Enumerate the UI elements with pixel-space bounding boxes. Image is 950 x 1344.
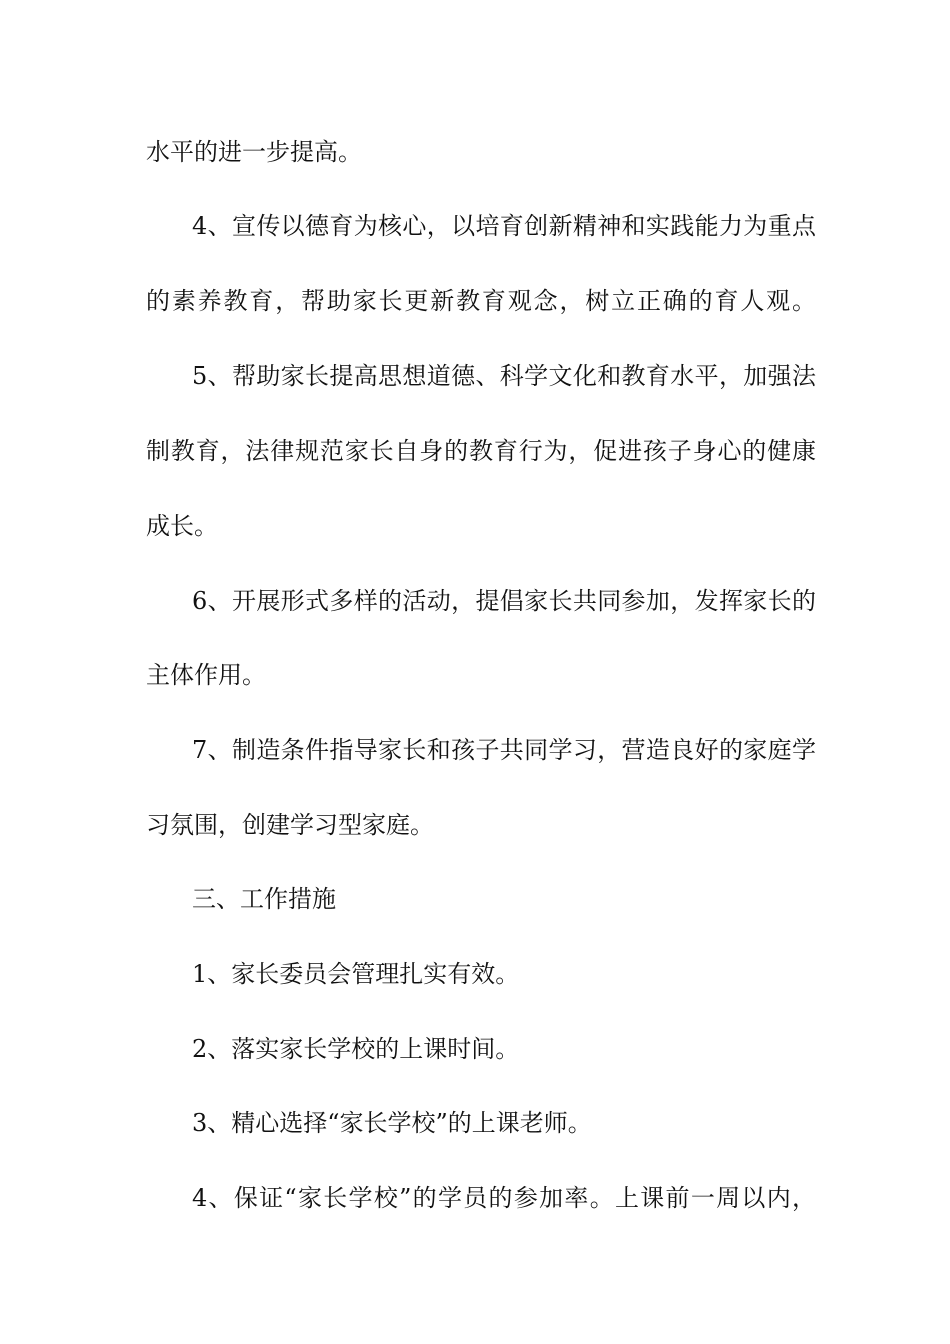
section-heading: 三、工作措施 [192,885,336,913]
paragraph-line: 习氛围，创建学习型家庭。 [146,811,434,839]
paragraph-line: 5、帮助家长提高思想道德、科学文化和教育水平，加强法 [192,362,816,390]
paragraph-line: 水平的进一步提高。 [146,138,362,166]
paragraph-line: 的素养教育，帮助家长更新教育观念，树立正确的育人观。 [146,287,816,315]
list-item: 4、保证“家长学校”的学员的参加率。上课前一周以内， [192,1184,816,1212]
paragraph-line: 7、制造条件指导家长和孩子共同学习，营造良好的家庭学 [192,736,816,764]
list-item: 1、家长委员会管理扎实有效。 [192,960,520,988]
paragraph-line: 4、宣传以德育为核心，以培育创新精神和实践能力为重点 [192,212,816,240]
list-item: 3、精心选择“家长学校”的上课老师。 [192,1109,592,1137]
list-item: 2、落实家长学校的上课时间。 [192,1035,520,1063]
paragraph-line: 主体作用。 [146,661,266,689]
paragraph-line: 成长。 [146,512,218,540]
paragraph-line: 6、开展形式多样的活动，提倡家长共同参加，发挥家长的 [192,587,816,615]
paragraph-line: 制教育，法律规范家长自身的教育行为，促进孩子身心的健康 [146,437,816,465]
